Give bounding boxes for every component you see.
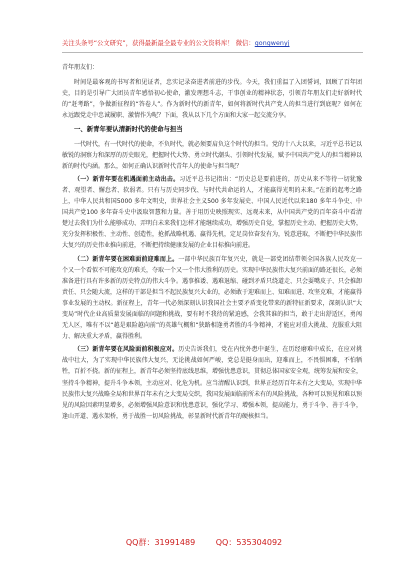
intro-paragraph: 时间是最客观的书写者和见证者，忠实记录奋进者前进的步伐。今天，我们重温了入团誓词，回顾了百年团史，目的是引导广大团员青年感悟初心使命，激发理想斗志，干事创业的精神状态，引领青年朋友们走好新时代的“赶考路”，争做新征程的“答卷人”。作为新时代的新青年，如何将新时代共产党人的担当进行到底呢？如何在永远跟党走中忠诚履职、激情作为呢？下面，我从以下几个方面和大家一起交流分享。: [62, 79, 362, 120]
qq-label: QQ：: [215, 538, 237, 547]
section-heading: 一、新青年要认清新时代的使命与担当: [74, 125, 183, 134]
qq-contact: [216, 538, 282, 547]
qq-group-label: QQ群：: [125, 538, 155, 547]
point-lead-3: （三）新青年要在风险面前积极应对。: [74, 346, 179, 354]
point-lead-2: （二）新青年要在困难面前迎难而上。: [74, 255, 179, 263]
point-body-3: 历史告诉我们，党在内忧外患中诞生，在历经磨难中成长，在应对挑战中壮大，为了实现中华民族伟大复兴，无论挑战如何严峻，党总是挺身而出，迎难而上，不畏惧困难，不怕牺牲，百折不挠。新的征程上，新青年必须坚持底线思维，增强忧患意识，贯彻总体国家安全观，统筹发展和安全，坚持斗争精神，提升斗争本领，主动应对、化危为机。应当清醒认识到，世界正经历百年未有之大变局，实现中华民族伟大复兴战略全局和世界百年未有之大变局交织，我国发展面临前所未有的风险挑战，各种可以预见和难以预见的风险因素明显增多，必须增强风险意识和忧患意识，强化学习、增强本领，提高能力，勇于斗争、善于斗争，逢山开道、遇水架桥，勇于战胜一切风险挑战，彰显新时代新青年的硬核担当。: [62, 346, 363, 420]
header-divider: [62, 52, 363, 53]
section-paragraph: 一代时代，有一代时代的使命，不负时代，就必须要肩负这个时代的担当。党的十八大以来，习近平总书记以敏锐的洞察力和深厚的历史眼光，把握时代大势、勇立时代潮头、引领时代发展，赋予中国共产党人的担当精神以新的时代内涵。那么，如何正确认识新时代青年人的使命与担当呢？: [62, 140, 363, 170]
point-paragraph-3: [62, 344, 362, 422]
wechat-id-link[interactable]: gongwenyj: [254, 40, 290, 47]
banner-text: 关注头条号“公文研究”，获得最新最全最专业的公文资料库！ 微信：: [62, 40, 255, 47]
document-body: [62, 62, 362, 424]
point-lead-1: （一）新青年要在机遇面前主动出击。: [74, 175, 180, 183]
point-body-2: 一部中华民族百年复兴史，就是一部党团结带领全国各族人民攻克一个又一个看似不可能攻克的难关，夺取一个又一个伟大胜利的历史。实现中华民族伟大复兴前面的路还很长，必须准备进行具有许多新的历史特点的伟大斗争。遇事推诿、遇难退缩、碰到矛盾只绕道走、只会耍嘴皮子、只会推卸责任、只会随大流，这样的干部是担当不起民族复兴大业的，必须敢于迎难而上、知难而进、攻坚克难，才能赢得事业发展的主动权。新征程上，青年一代必须深刻认识我国社会主要矛盾变化带来的新特征新要求，深刻认识“大变局”时代企业高质量发展面临的问题和挑战，要有时不我待的紧迫感，会我其谁的担当，敢于走出舒适区，勇闯无人区，唯有不以“越是艰险越向前”的英雄气概和“狭路相逢勇者胜的斗争精神，才能应对重大挑战、克服重大阻力、解决重大矛盾，赢得胜利。: [62, 255, 363, 341]
footer-contacts: [0, 536, 408, 550]
qq-value: 535304092: [236, 538, 283, 547]
qq-group-value: 31991489: [154, 538, 196, 547]
header-banner: [62, 37, 362, 51]
point-body-1: 习近平总书记指出：“历史总是要前进的，历史从来不等待一切犹豫者、观望者、懈怠者、软弱者。只有与历史同步伐、与时代共命运的人，才能赢得光明的未来。”在新的起考之路上，中华人民共和国5000 多年文明史，世界社会主义500 多年发展史、中国人民近代以来180 多年斗争史、中国共产党100 多年奋斗史中汲取智慧和力量。善于用历史映照现实、远观未来，从中国共产党的百年奋斗中看清楚过去我们为什么能够成功、弄明白未来我们怎样才能继续成功，增强历史自觉，掌握历史主动、把握历史大势，充分发挥积极性、主动性、创造性，抢抓战略机遇、赢得先机，定足岗位奋发有为，锐意进取，不断把中华民族伟大复兴的历史伟业推向前进，不断把持续健康发展的企业目标推向前进。: [62, 175, 363, 250]
qq-group: [126, 538, 195, 547]
point-paragraph-1: [62, 174, 362, 252]
point-paragraph-2: [62, 254, 362, 343]
salutation: 青年朋友们：: [62, 64, 99, 71]
